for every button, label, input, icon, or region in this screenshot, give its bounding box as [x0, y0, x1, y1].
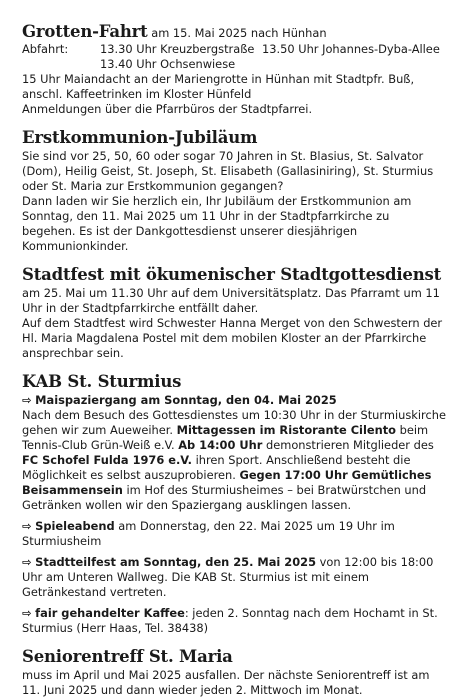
- grotten-registration: Anmeldungen über die Pfarrbüros der Stadtpfarrei.: [22, 102, 313, 116]
- section-title: Stadtfest mit ökumenischer Stadtgottesdienst: [22, 265, 442, 284]
- arrow-right-icon: ⇨: [22, 393, 32, 407]
- section-erstkommunion: [22, 128, 446, 254]
- departure-row: [22, 42, 446, 57]
- arrow-right-icon: ⇨: [22, 555, 32, 569]
- kab-item-maispaziergang: [22, 393, 446, 513]
- departure-label: Abfahrt:: [22, 42, 69, 56]
- maispaziergang-text: Nach dem Besuch des Gottesdienstes um 10:30 Uhr in der Sturmiuskirche gehen wir zum Aueweiher. Mittagessen im Ristorante Cilento beim Tennis-Club Grün-Weiß e.V. Ab 14:00 Uhr demonstrieren Mitglieder des FC Schofel Fulda 1976 e.V. ihren Sport. Anschließend besteht die Möglichkeit es selbst auszuprobieren. Gegen 17:00 Uhr Gemütliches Beisammensein im Hof des Sturmiusheimes – bei Bratwürstchen und Getränken wollen wir den Spaziergang ausklingen lassen.: [22, 408, 446, 512]
- departure-time-3: 13.40 Uhr Ochsenwiese: [100, 57, 236, 71]
- kab-item-kaffee: ⇨ fair gehandelter Kaffee: jeden 2. Sonntag nach dem Hochamt in St. Sturmius (Herr Haas, Tel. 38438): [22, 606, 438, 635]
- section-grotten-fahrt: [22, 22, 446, 117]
- section-seniorentreff: [22, 647, 446, 698]
- section-title: KAB St. Sturmius: [22, 372, 182, 391]
- maispaziergang-heading: ⇨ Maispaziergang am Sonntag, den 04. Mai 2025: [22, 393, 337, 407]
- erstkommunion-body-2: Dann laden wir Sie herzlich ein, Ihr Jubiläum der Erstkommunion am Sonntag, den 11. Mai 2025 um 11 Uhr in der Stadtpfarrkirche zu begehen. Es ist der Dankgottesdienst unserer diesjährigen Kommunionkinder.: [22, 194, 412, 253]
- departure-time-2: 13.50 Uhr Johannes-Dyba-Allee: [262, 42, 440, 56]
- seniorentreff-body: muss im April und Mai 2025 ausfallen. Der nächste Seniorentreff ist am 11. Juni 2025 und dann wieder jeden 2. Mittwoch im Monat.: [22, 668, 430, 697]
- erstkommunion-body: Sie sind vor 25, 50, 60 oder sogar 70 Jahren in St. Blasius, St. Salvator (Dom), Heilig Geist, St. Joseph, St. Elisabeth (Gallasiniring), St. Sturmius oder St. Maria zur Erstkommunion gegangen?: [22, 149, 434, 193]
- section-title: Seniorentreff St. Maria: [22, 647, 233, 666]
- arrow-right-icon: ⇨: [22, 606, 32, 620]
- stadtfest-body: am 25. Mai um 11.30 Uhr auf dem Universitätsplatz. Das Pfarramt um 11 Uhr in der Stadtpfarrkirche entfällt daher.: [22, 286, 440, 315]
- departure-time-1: 13.30 Uhr Kreuzbergstraße: [100, 42, 255, 56]
- stadtfest-body-2: Auf dem Stadtfest wird Schwester Hanna Merget von den Schwestern der Hl. Maria Magdalena Postel mit dem mobilen Kloster an der Pfarrkirche ansprechbar sein.: [22, 316, 443, 360]
- section-stadtfest: [22, 265, 446, 361]
- grotten-body: 15 Uhr Maiandacht an der Mariengrotte in Hünhan mit Stadtpfr. Buß, anschl. Kaffeetrinken im Kloster Hünfeld: [22, 72, 415, 101]
- kab-item-spieleabend: ⇨ Spieleabend am Donnerstag, den 22. Mai 2025 um 19 Uhr im Sturmiusheim: [22, 519, 395, 548]
- section-title: Erstkommunion-Jubiläum: [22, 128, 258, 147]
- kab-item-stadtteilfest: ⇨ Stadtteilfest am Sonntag, den 25. Mai 2025 von 12:00 bis 18:00 Uhr am Unteren Wallweg. Die KAB St. Sturmius ist mit einem Getränkestand vertreten.: [22, 555, 434, 599]
- section-kab: [22, 372, 446, 636]
- section-title: Grotten-Fahrt: [22, 22, 148, 41]
- grotten-date: am 15. Mai 2025 nach Hünhan: [147, 26, 327, 40]
- arrow-right-icon: ⇨: [22, 519, 32, 533]
